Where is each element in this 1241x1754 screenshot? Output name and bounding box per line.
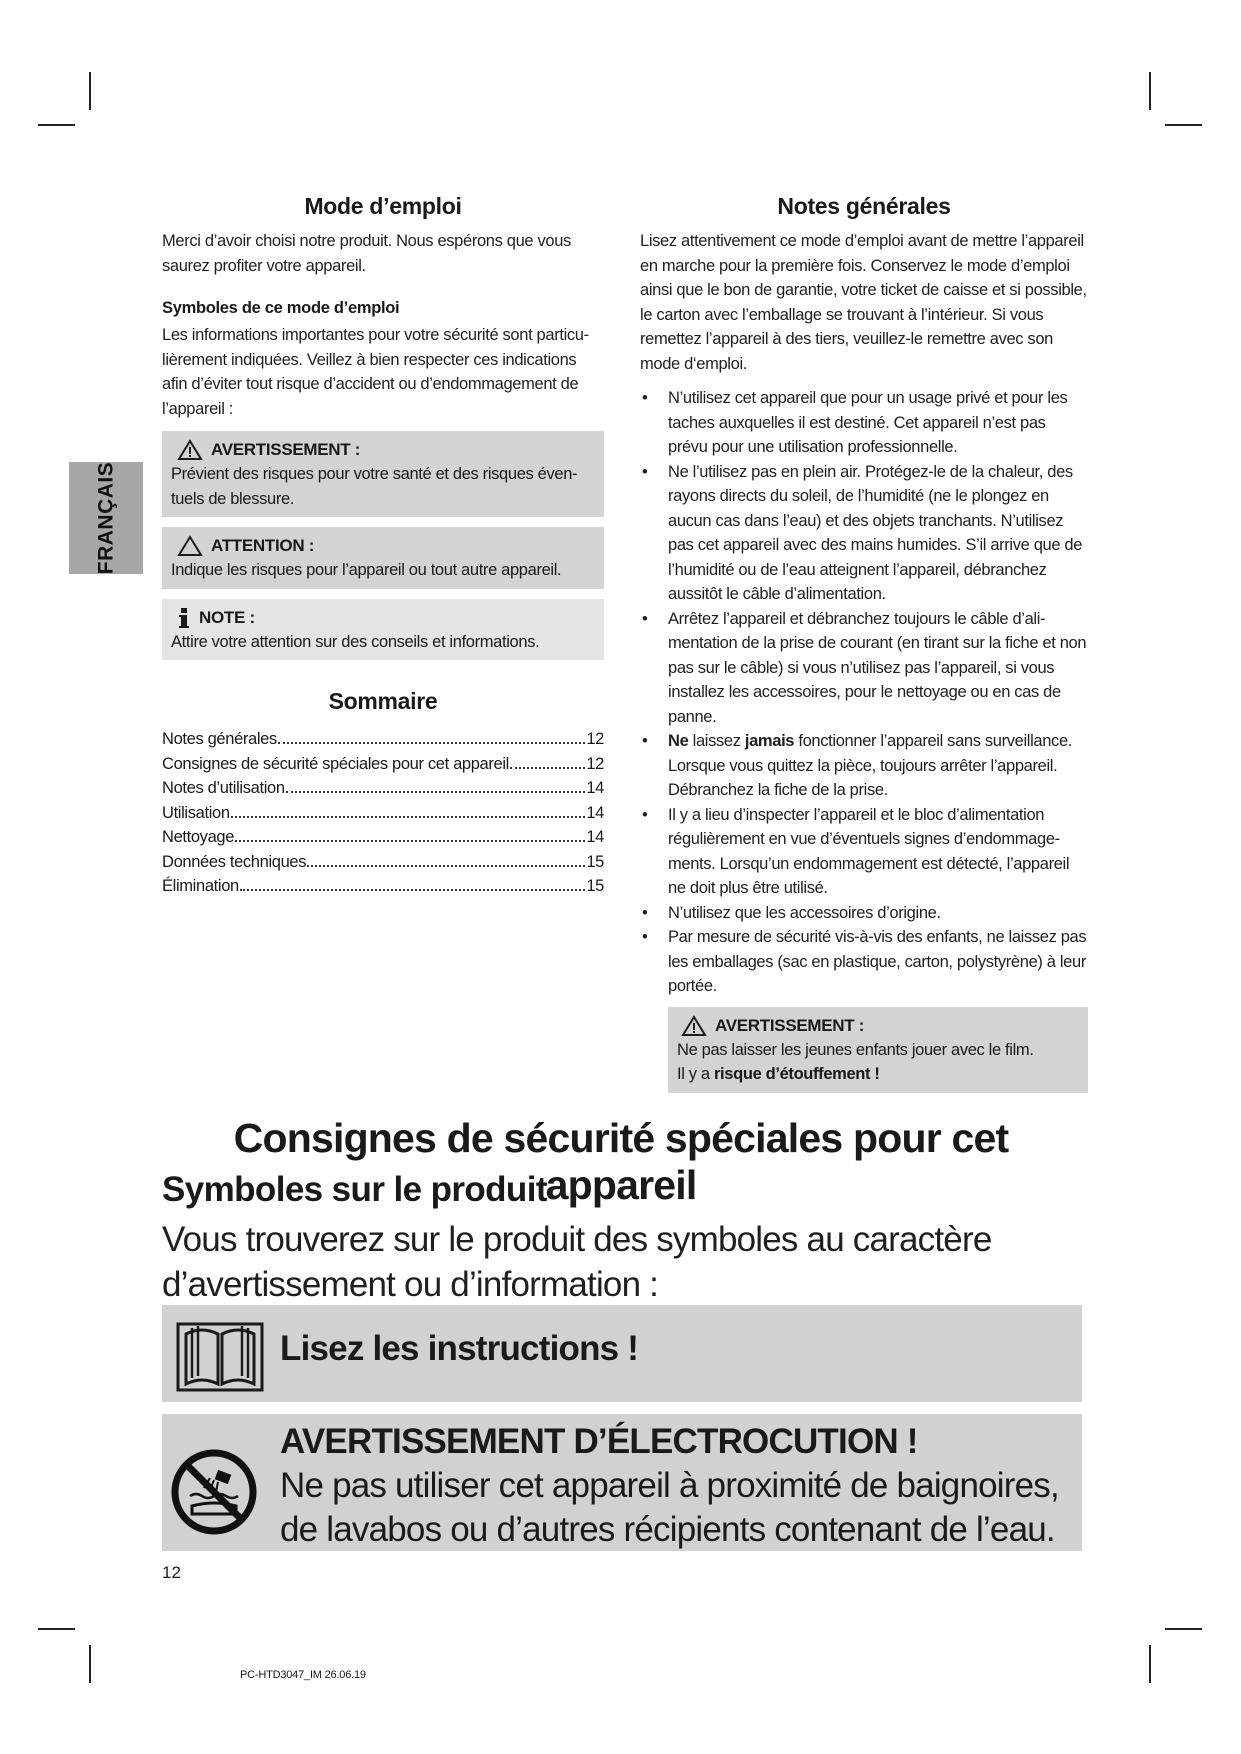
crop-mark (1149, 1645, 1151, 1683)
crop-mark (1165, 1628, 1202, 1630)
warning-triangle-icon (681, 1015, 707, 1037)
list-item: • Ne l’utilisez pas en plein air. Protégez-le de la chaleur, des rayons directs du soleil, de l’humidité (ne le plongez en aucun cas dans l’eau) et des objets tranchants. N’utilisez pas cet appareil avec des mains humides. S’il arrive que de l’humidité ou de l’eau atteignent l’appareil, débranchez aussitôt le câble d’alimentation. (640, 460, 1088, 607)
toc-item[interactable]: Consignes de sécurité spéciales pour cet appareil 12 (162, 754, 604, 773)
warning-box (162, 431, 604, 517)
table-of-contents (162, 727, 604, 899)
language-label: FRANÇAIS (94, 461, 117, 575)
safety-bullets (640, 386, 1088, 999)
product-symbols-intro: Vous trouverez sur le produit des symboles au caractère d’avertissement ou d’information : (162, 1220, 992, 1304)
warning-label: AVERTISSEMENT : (211, 440, 361, 459)
crop-mark (1149, 72, 1151, 110)
electrocution-warning-box (162, 1414, 1082, 1551)
list-item: • N’utilisez que les accessoires d’origine. (640, 901, 1088, 926)
footer-code: PC-HTD3047_IM 26.06.19 (240, 1669, 366, 1681)
child-warning-label: AVERTISSEMENT : (715, 1015, 865, 1035)
note-text: Attire votre attention sur des conseils et informations. (171, 632, 540, 651)
notes-generales-title: Notes générales (777, 193, 951, 219)
list-item: • Ne laissez jamais fonctionner l’appareil sans surveillance. Lorsque vous quittez la pièce, toujours arrêter l’appareil. Débranchez la fiche de la prise. (640, 729, 1088, 803)
symbols-text: Les informations importantes pour votre sécurité sont particulièrement indiquées. Veillez à bien respecter ces indications afin d’éviter tout risque d’accident ou d’endommagement de l’appareil : (162, 326, 590, 418)
toc-item[interactable]: Données techniques 15 (162, 852, 604, 871)
toc-item[interactable]: Nettoyage 14 (162, 828, 604, 846)
left-column (162, 193, 604, 899)
warning-text: Prévient des risques pour votre santé et des risques éventuels de blessure. (171, 465, 578, 508)
toc-item[interactable]: Élimination 15 (162, 877, 604, 895)
attention-label: ATTENTION : (211, 536, 315, 555)
notes-intro: Lisez attentivement ce mode d’emploi avant de mettre l’appareil en marche pour la première fois. Conservez le mode d’emploi ainsi que le bon de garantie, votre ticket de caisse et si possible, le carton avec l’emballage se trouvant à l’intérieur. Si vous remettez l’appareil à des tiers, veuillez-le remettre avec son mode d‘emploi. (640, 232, 1087, 373)
attention-text: Indique les risques pour l’appareil ou tout autre appareil. (171, 561, 562, 579)
safety-title: Consignes de sécurité spéciales pour cet appareil (233, 1115, 1009, 1208)
attention-box (162, 527, 604, 589)
product-symbols-title: Symboles sur le produit (162, 1170, 547, 1209)
right-column (640, 193, 1088, 1093)
crop-mark (38, 124, 75, 126)
crop-mark (89, 72, 91, 110)
crop-mark (1165, 124, 1202, 126)
intro-text: Merci d’avoir choisi notre produit. Nous espérons que vous saurez profiter votre appareil. (162, 232, 571, 275)
no-water-prohibition-icon (170, 1448, 258, 1536)
electrocution-title: AVERTISSEMENT D’ÉLECTROCUTION ! (280, 1422, 918, 1461)
note-label: NOTE : (199, 607, 255, 627)
symbols-title: Symboles de ce mode d’emploi (162, 299, 400, 317)
toc-item[interactable]: Notes d’utilisation 14 (162, 779, 604, 797)
warning-triangle-icon (177, 439, 203, 461)
toc-item[interactable]: Utilisation 14 (162, 803, 604, 822)
crop-mark (89, 1645, 91, 1683)
electrocution-text: Ne pas utiliser cet appareil à proximité de baignoires, de lavabos ou d’autres récipients contenant de l’eau. (280, 1466, 1059, 1549)
page-number: 12 (162, 1563, 181, 1582)
mode-emploi-title: Mode d’emploi (304, 193, 462, 219)
child-warning-line1: Ne pas laisser les jeunes enfants jouer avec le film. (677, 1040, 1034, 1059)
toc-item[interactable]: Notes générales 12 (162, 730, 604, 748)
read-instructions-label: Lisez les instructions ! (280, 1329, 639, 1368)
note-box (162, 599, 604, 661)
list-item: • Arrêtez l’appareil et débranchez toujours le câble d’alimentation de la prise de courant (en tirant sur la fiche et non pas sur le câble) si vous n’utilisez pas l’appareil, si vous installez les accessoires, pour le nettoyage ou en cas de panne. (640, 607, 1088, 730)
language-tab (69, 462, 143, 574)
child-warning-line2: Il y a risque d’étouffement ! (677, 1065, 880, 1083)
child-warning-box (668, 1007, 1088, 1093)
open-book-icon (172, 1318, 268, 1394)
toc-title: Sommaire (328, 688, 438, 714)
read-instructions-box (162, 1305, 1082, 1402)
crop-mark (38, 1628, 75, 1630)
list-item: • Par mesure de sécurité vis-à-vis des enfants, ne laissez pas les emballages (sac en plastique, carton, polystyrène) à leur portée. (640, 925, 1088, 999)
list-item: • N’utilisez cet appareil que pour un usage privé et pour les taches auxquelles il est destiné. Cet appareil n’est pas prévu pour une utilisation professionnelle. (640, 386, 1088, 460)
info-icon (177, 607, 191, 629)
attention-triangle-icon (177, 535, 203, 557)
list-item: • Il y a lieu d’inspecter l’appareil et le bloc d’alimentation régulièrement en vue d’éventuels signes d’endommagements. Lorsqu’un endommagement est détecté, l’appareil ne doit plus être utilisé. (640, 803, 1088, 901)
